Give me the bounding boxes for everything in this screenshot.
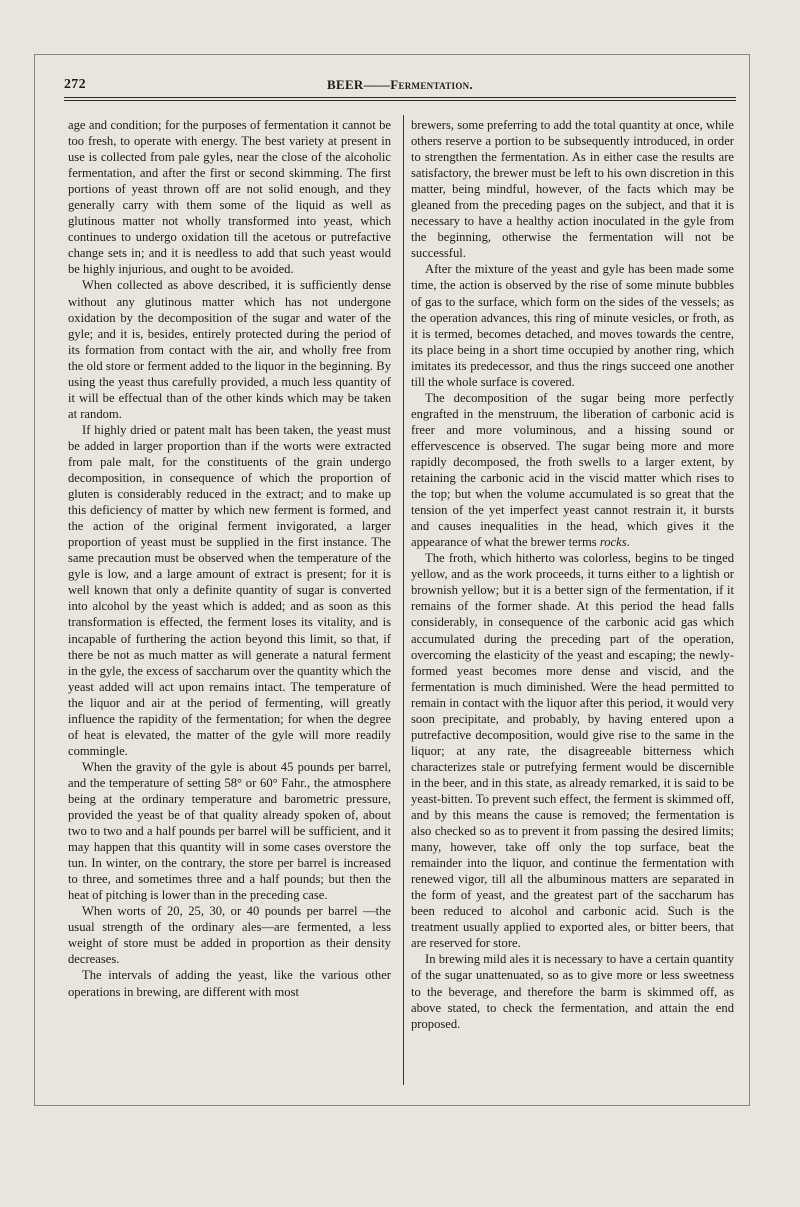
- running-title-main: BEER: [327, 77, 364, 92]
- page-header: [64, 77, 736, 97]
- running-title: [64, 77, 736, 93]
- paragraph: brewers, some preferring to add the total quantity at once, while others reserve a portion to be subsequently introduced, in order to strengthen the fermentation. As in either case the results are satisfactory, the brewer must be left to his own discretion in this matter, being mindful, however, of the facts which may be gleaned from the preceding pages on the subject, and that it is necessary to have a healthy action inoculated in the gyle from the beginning, otherwise the fermentation will not be successful.: [411, 118, 734, 261]
- paragraph-with-italic: [411, 390, 734, 550]
- running-title-dash: ——: [363, 77, 391, 92]
- paragraph: When the gravity of the gyle is about 45 pounds per barrel, and the temperature of setting 58° or 60° Fahr., the atmosphere being at the ordinary temperature and barometric pressure, provided the yeast be of that quality already spoken of, about two to two and a half pounds per barrel will be sufficient, and it may happen that this quantity will in some cases overstore the tun. In winter, on the contrary, the store per barrel is increased to three, and sometimes three and a half pounds; but then the heat of pitching is lower than in the preceding case.: [68, 759, 391, 903]
- paragraph: The intervals of adding the yeast, like the various other operations in brewing, are different with most: [68, 968, 391, 999]
- right-column: [411, 117, 734, 1032]
- paragraph-text: The decomposition of the sugar being more perfectly engrafted in the menstruum, the liberation of carbonic acid is freer and more voluminous, and a hissing sound or effervescence is observed. The sugar being more and more rapidly decomposed, the froth swells to a larger extent, by retaining the carbonic acid in the viscid matter which rises to the top; but when the volume accumulated is so great that the tension of the yet imperfect yeast cannot restrain it, it bursts and causes inequalities in the head, which gives it the appearance of what the brewer terms: [411, 390, 734, 550]
- paragraph: In brewing mild ales it is necessary to have a certain quantity of the sugar unattenuated, so as to give more or less sweetness to the beverage, and therefore the barm is skimmed off, as above stated, to check the fermentation, and attain the end proposed.: [411, 952, 734, 1031]
- header-rule-bottom: [64, 100, 736, 101]
- paragraph: If highly dried or patent malt has been taken, the yeast must be added in larger proportion than if the worts were extracted from pale malt, for the constituents of the grain undergo decomposition, in consequence of which the proportion of gluten is considerably reduced in the extract; and to make up this deficiency of matter by which new ferment is formed, and the action of the original ferment invigorated, a larger proportion of yeast must be supplied in the first instance. The same precaution must be observed when the temperature of the gyle is low, and a large amount of extract is present; for it is well known that only a definite quantity of sugar is converted into alcohol by the yeast which is added; and as soon as this transformation is effected, the ferment loses its vitality, and is incapable of furthering the action beyond this limit, so that, if there be not as much matter as will generate a natural ferment in the gyle, the excess of saccharum over the quantity which the yeast added will act upon remains intact. The temperature of the liquor and air at the period of fermenting, will greatly influence the rapidity of the fermentation; for when the degree of heat is elevated, the matter of the gyle will more readily commingle.: [68, 422, 391, 758]
- paragraph: The froth, which hitherto was colorless, begins to be tinged yellow, and as the work proceeds, it turns either to a lightish or brownish yellow; but it is a better sign of the fermentation, if it remains of the former shade. At this period the head falls considerably, in consequence of the carbonic acid gas which accumulated during the preceding part of the operation, overcoming the elasticity of the yeast and escaping; the newly-formed yeast becomes more dense and viscid, and the fermentation is much diminished. Were the head permitted to remain in contact with the liquor after this period, it would very soon precipitate, and probably, by having entered upon a putrefactive decomposition, would give rise to the same in the liquor; at any rate, the disagreeable bitterness which characterizes stale or putrefying ferment would be discernible in the beer, and in this state, as already remarked, it is said to be yeast-bitten. To prevent such effect, the ferment is skimmed off, and by this means the cause is removed; the fermentation is also checked so as to prevent it from passing the desired limits; many, however, take off only the top surface, beat the remainder into the liquor, and continue the fermentation with renewed vigor, till all the albuminous matters are separated in the form of yeast, and the greatest part of the saccharum has been reduced to alcohol and carbonic acid. Such is the treatment usually applied to exported ales, or bitter beers, that are reserved for store.: [411, 551, 734, 951]
- paragraph: When worts of 20, 25, 30, or 40 pounds per barrel —the usual strength of the ordinary ales—are fermented, a less weight of store must be added in proportion as their density decreases.: [68, 904, 391, 967]
- running-title-sub: Fermentation.: [390, 77, 473, 92]
- italic-term-rocks: rocks: [599, 535, 627, 550]
- paragraph: When collected as above described, it is sufficiently dense without any glutinous matter which has not undergone oxidation by the decomposition of the sugar and water of the gyle; and it is, besides, entirely protected during the period of its formation from contact with the air, and wholly free from the old store or ferment added to the liquor in the beginning. By using the yeast thus carefully provided, a much less quantity of it will be effectual than of the other kinds which may be taken at random.: [68, 278, 391, 421]
- paragraph: age and condition; for the purposes of fermentation it cannot be too fresh, to operate with energy. The best variety at present in use is collected from pale gyles, near the close of the alcoholic fermentation, and after the first or second skimming. The first portions of yeast thrown off are not solid enough, and they generally carry with them some of the liquid as well as glutinous matter not wholly transformed into yeast, which continues to undergo oxidation till the acetous or putrefactive change sets in; and it is needless to add that such yeast would be highly injurious, and ought to be avoided.: [68, 118, 391, 277]
- left-column: [68, 117, 391, 1000]
- header-rule-top: [64, 97, 736, 98]
- column-divider: [403, 115, 404, 1085]
- page-number: 272: [64, 77, 86, 92]
- paragraph: After the mixture of the yeast and gyle has been made some time, the action is observed by the rise of some minute bubbles of gas to the surface, which form on the sides of the vessels; as the operation advances, this ring of minute vesicles, or froth, as it is termed, becomes detached, and moves towards the centre, its place being in a short time occupied by another ring, which imitates its predecessor, and thus the rings succeed one another till the whole surface is covered.: [411, 262, 734, 389]
- sentence-end: .: [626, 535, 630, 550]
